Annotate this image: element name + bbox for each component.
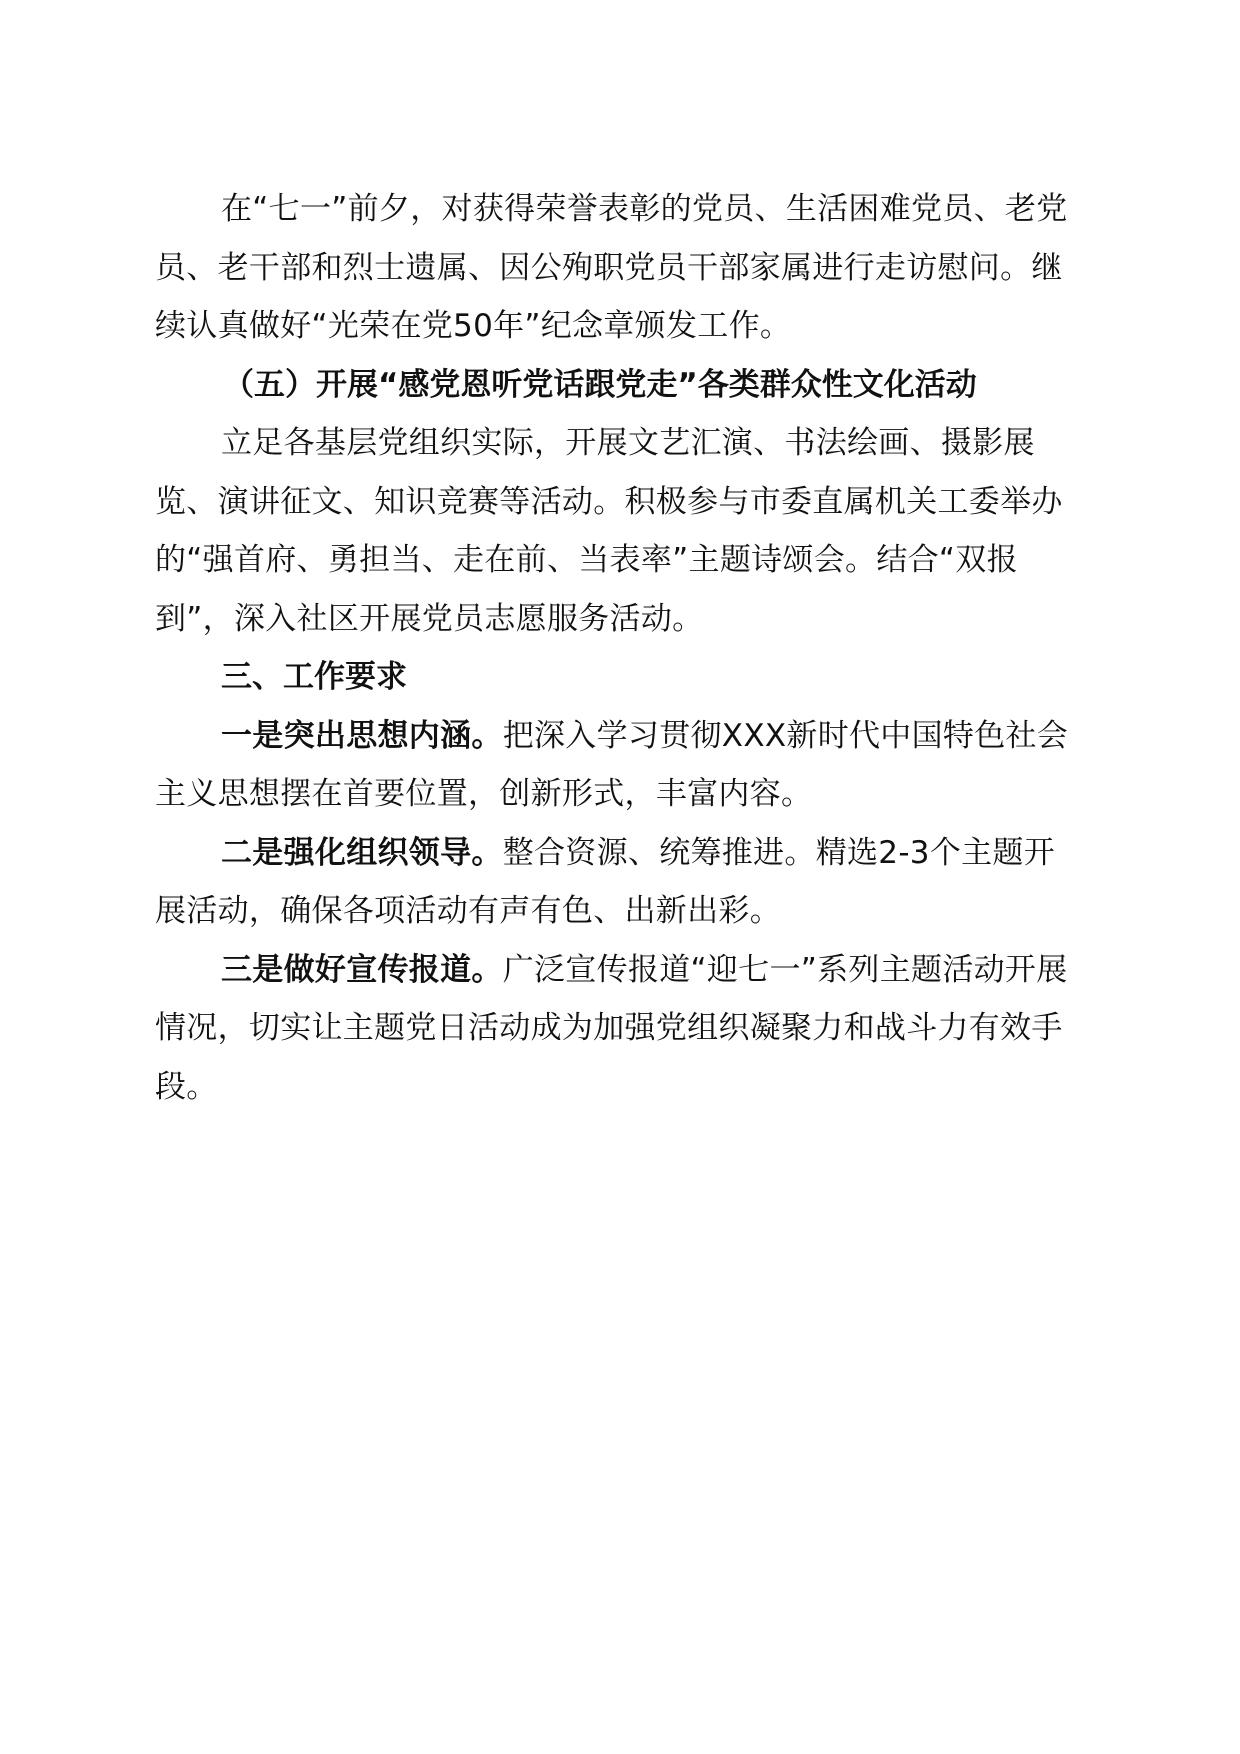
- requirement-text-3: 广泛宣传报道“迎七一”系列主题活动开展情况，切实让主题党日活动成为加强党组织凝聚力和战斗力有效手段。: [155, 951, 1068, 1105]
- requirement-lead-3: 三是做好宣传报道。: [221, 951, 503, 988]
- paragraph-cultural-activities: 立足各基层党组织实际，开展文艺汇演、书法绘画、摄影展览、演讲征文、知识竞赛等活动。积极参与市委直属机关工委举办的“强首府、勇担当、走在前、当表率”主题诗颂会。结合“双报到”，深入社区开展党员志愿服务活动。: [155, 425, 1063, 637]
- section-heading-work-requirements: 三、工作要求: [221, 659, 407, 695]
- requirement-item-1: [155, 707, 1085, 824]
- requirement-item-3: [155, 941, 1085, 1117]
- requirement-text-1: 把深入学习贯彻XXX新时代中国特色社会主义思想摆在首要位置，创新形式，丰富内容。: [155, 717, 1069, 812]
- document-body: [155, 180, 1085, 1116]
- paragraph-visit-condolence: 在“七一”前夕，对获得荣誉表彰的党员、生活困难党员、老党员、老干部和烈士遗属、因公殉职党员干部家属进行走访慰问。继续认真做好“光荣在党50年”纪念章颁发工作。: [155, 191, 1068, 344]
- requirement-text-2: 整合资源、统筹推进。精选2-3个主题开展活动，确保各项活动有声有色、出新出彩。: [155, 834, 1056, 929]
- requirement-lead-2: 二是强化组织领导。: [221, 834, 503, 871]
- requirement-lead-1: 一是突出思想内涵。: [221, 717, 503, 754]
- requirement-item-2: [155, 824, 1085, 941]
- section-heading-five: （五）开展“感党恩听党话跟党走”各类群众性文化活动: [223, 366, 977, 403]
